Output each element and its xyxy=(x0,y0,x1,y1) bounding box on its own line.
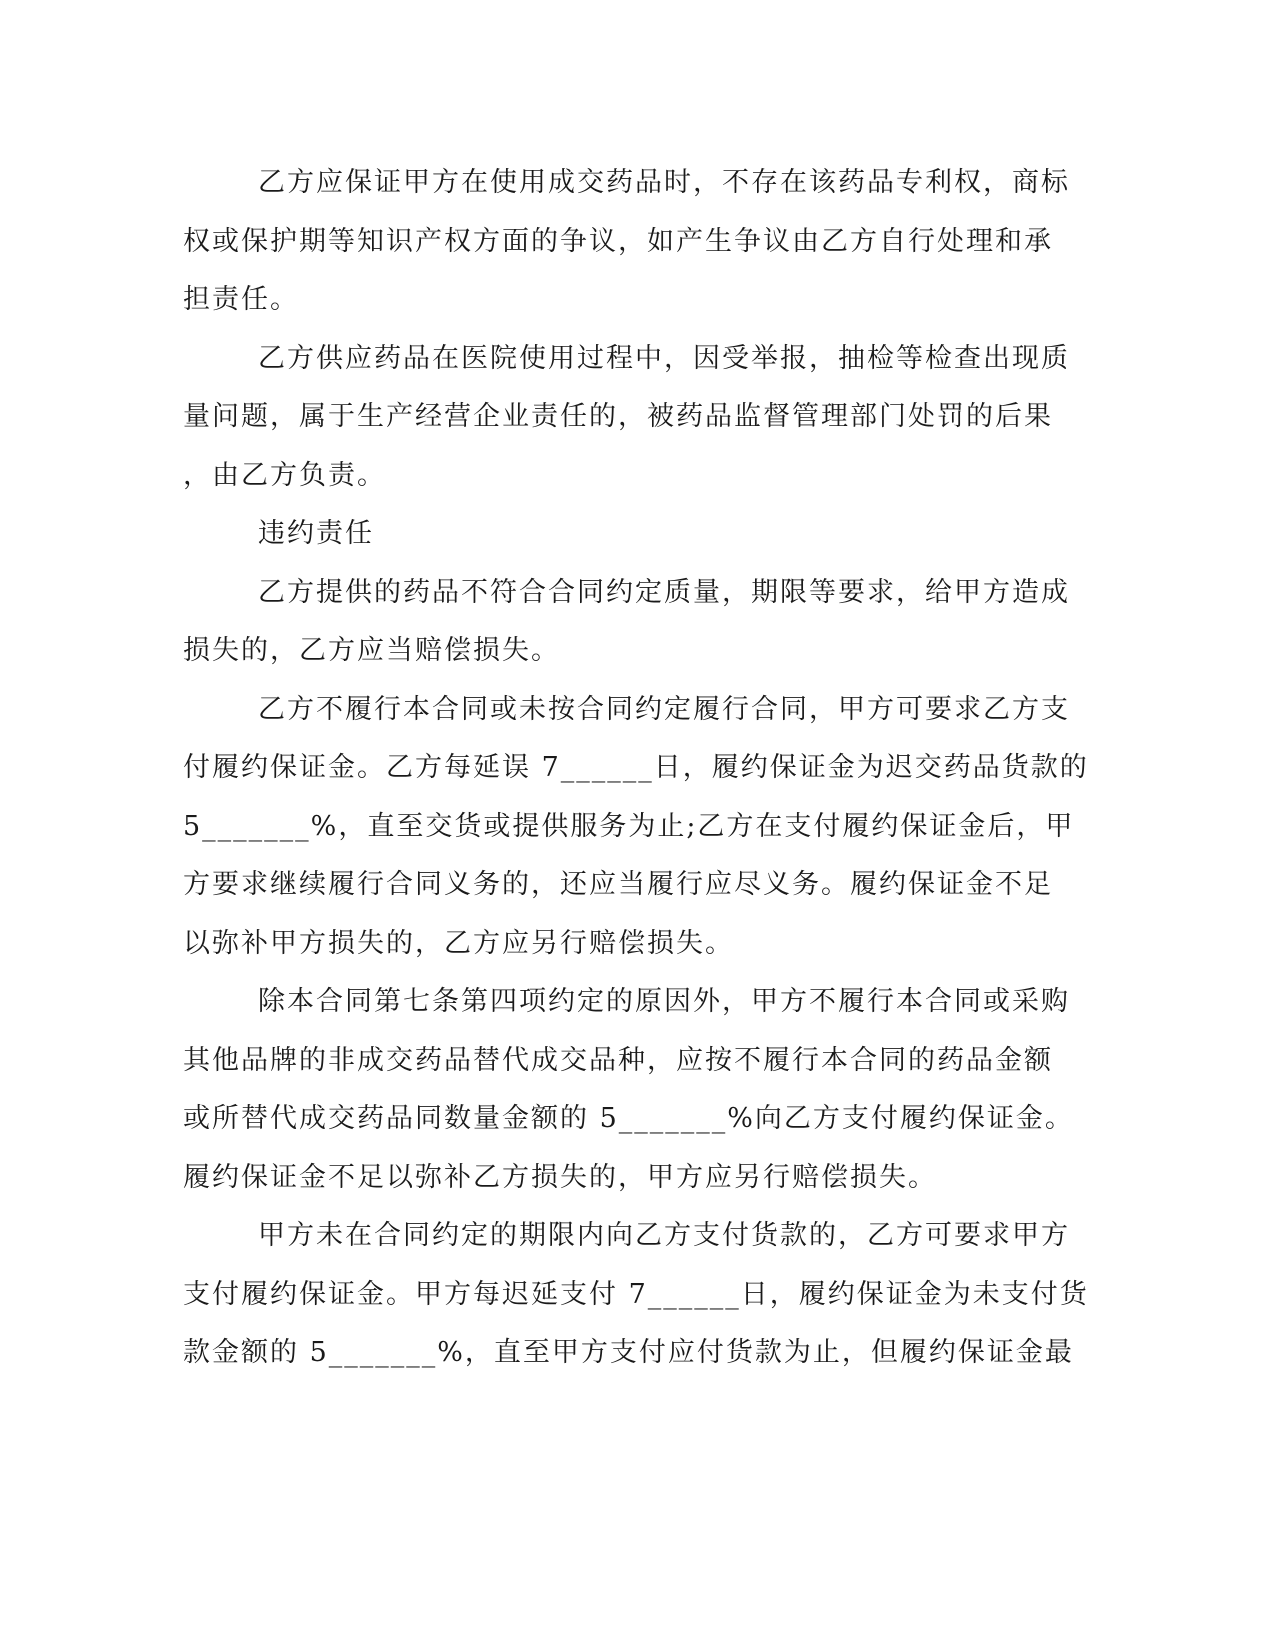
text-line: 方要求继续履行合同义务的，还应当履行应尽义务。履约保证金不足 xyxy=(183,869,1053,900)
text-line: 乙方提供的药品不符合合同约定质量，期限等要求，给甲方造成 xyxy=(258,577,1070,608)
text-line: 款金额的 5_______%，直至甲方支付应付货款为止，但履约保证金最 xyxy=(183,1337,1074,1368)
text-line: 其他品牌的非成交药品替代成交品种，应按不履行本合同的药品金额 xyxy=(183,1045,1053,1076)
text-line: 乙方不履行本合同或未按合同约定履行合同，甲方可要求乙方支 xyxy=(258,694,1070,725)
text-line: 乙方应保证甲方在使用成交药品时，不存在该药品专利权，商标 xyxy=(258,167,1070,198)
text-line: 支付履约保证金。甲方每迟延支付 7______日，履约保证金为未支付货 xyxy=(183,1279,1089,1310)
text-line: 或所替代成交药品同数量金额的 5_______%向乙方支付履约保证金。 xyxy=(183,1103,1074,1134)
text-line: 损失的，乙方应当赔偿损失。 xyxy=(183,635,560,666)
text-line: 担责任。 xyxy=(183,284,299,315)
text-line: 权或保护期等知识产权方面的争议，如产生争议由乙方自行处理和承 xyxy=(183,226,1053,257)
text-line: 5_______%，直至交货或提供服务为止;乙方在支付履约保证金后，甲 xyxy=(183,811,1075,842)
text-line: ，由乙方负责。 xyxy=(183,460,386,491)
text-line: 除本合同第七条第四项约定的原因外，甲方不履行本合同或采购 xyxy=(258,986,1070,1017)
text-line: 甲方未在合同约定的期限内向乙方支付货款的，乙方可要求甲方 xyxy=(258,1220,1070,1251)
text-line: 以弥补甲方损失的，乙方应另行赔偿损失。 xyxy=(183,928,734,959)
text-line: 履约保证金不足以弥补乙方损失的，甲方应另行赔偿损失。 xyxy=(183,1162,937,1193)
text-line: 量问题，属于生产经营企业责任的，被药品监督管理部门处罚的后果 xyxy=(183,401,1053,432)
text-line: 乙方供应药品在医院使用过程中，因受举报，抽检等检查出现质 xyxy=(258,343,1070,374)
text-line: 付履约保证金。乙方每延误 7______日，履约保证金为迟交药品货款的 xyxy=(183,752,1089,783)
section-heading: 违约责任 xyxy=(258,518,374,549)
